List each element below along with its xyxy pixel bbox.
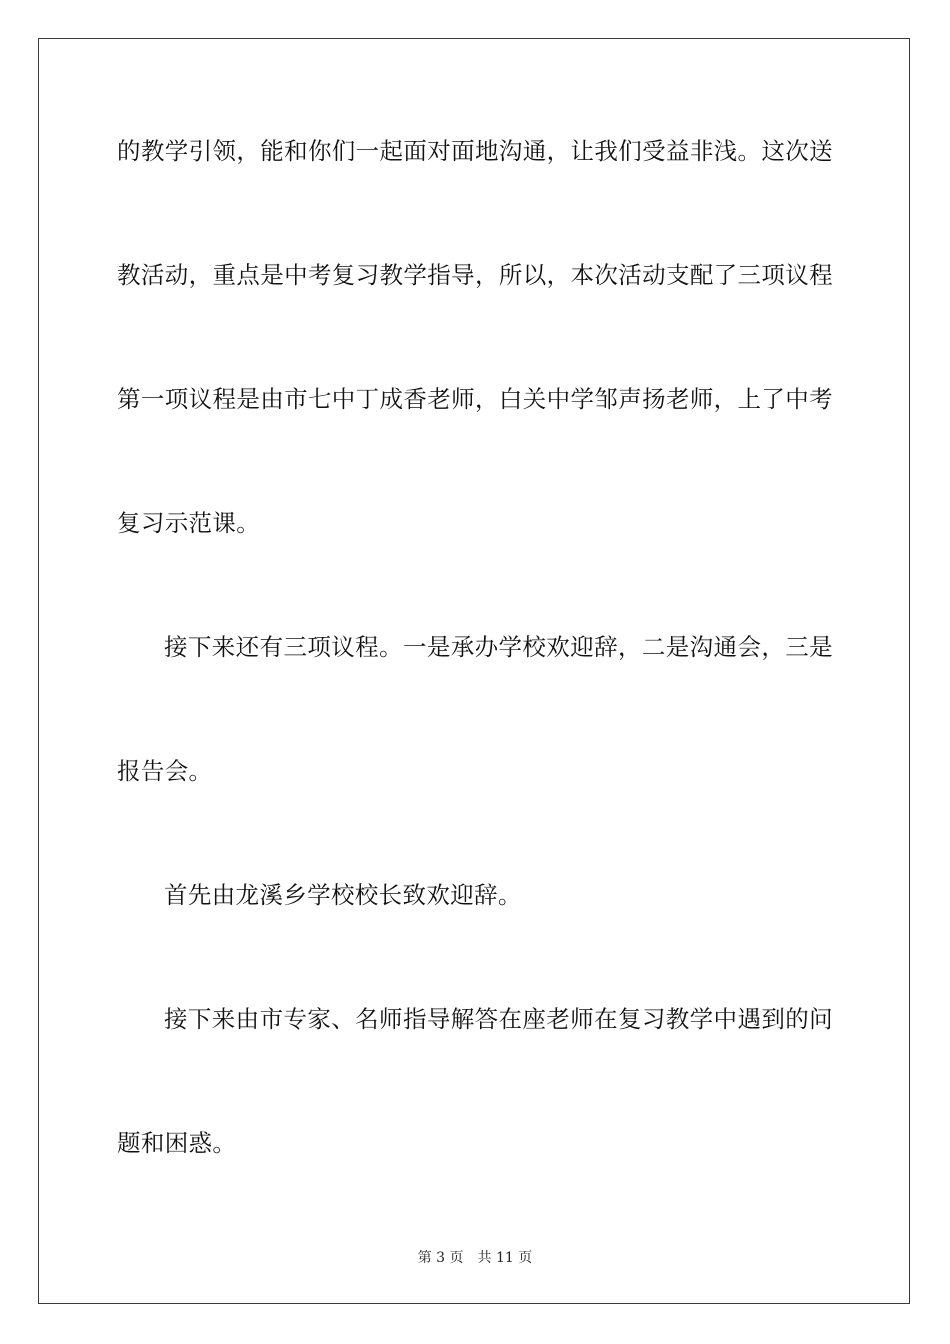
paragraph-line-5: 接下来还有三项议程。一是承办学校欢迎辞，二是沟通会，三是 (164, 633, 833, 661)
paragraph-line-8: 接下来由市专家、名师指导解答在座老师在复习教学中遇到的问 (164, 1005, 833, 1033)
page-number-footer: 第 3 页 共 11 页 (417, 1250, 533, 1266)
paragraph-line-4: 复习示范课。 (117, 509, 261, 537)
paragraph-line-2: 教活动，重点是中考复习教学指导，所以，本次活动支配了三项议程 (117, 261, 833, 289)
page-border (38, 38, 910, 1304)
paragraph-line-1: 的教学引领，能和你们一起面对面地沟通，让我们受益非浅。这次送 (117, 137, 833, 165)
paragraph-line-9: 题和困惑。 (117, 1129, 237, 1157)
paragraph-line-3: 第一项议程是由市七中丁成香老师，白关中学邹声扬老师，上了中考 (117, 385, 833, 413)
paragraph-line-7: 首先由龙溪乡学校校长致欢迎辞。 (164, 881, 522, 909)
paragraph-line-6: 报告会。 (117, 757, 213, 785)
